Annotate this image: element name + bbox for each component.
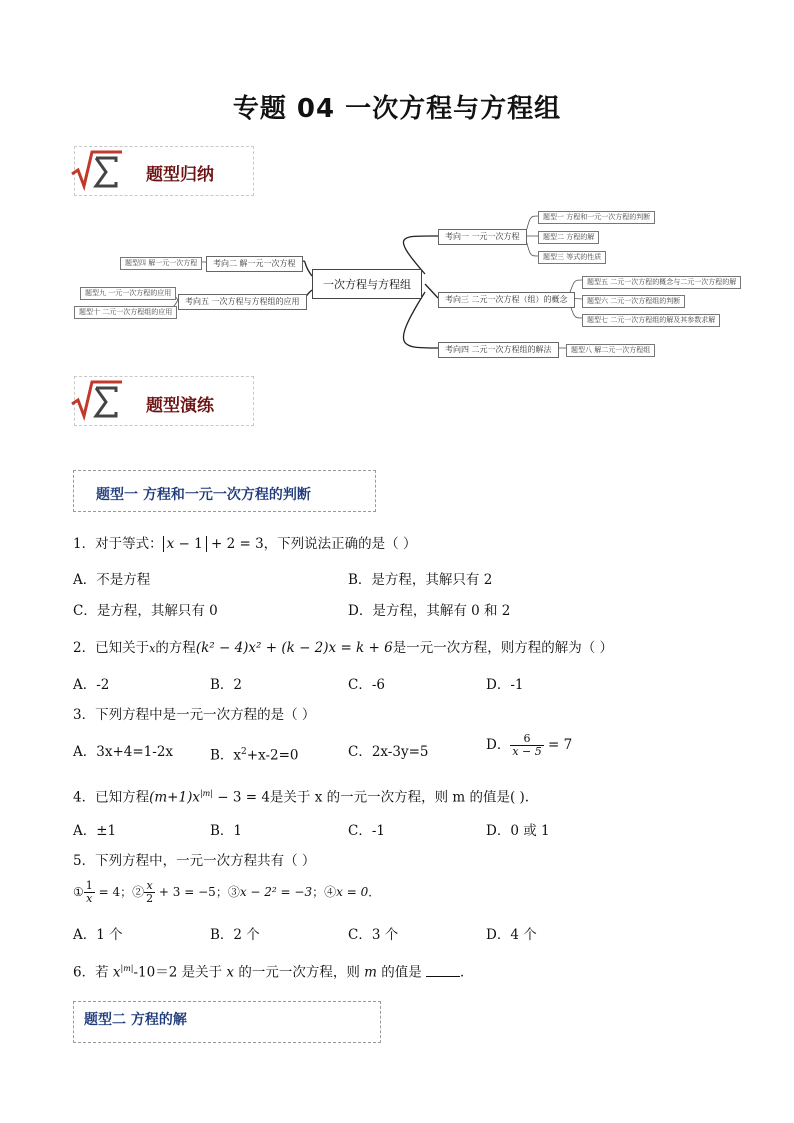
fraction-denominator: x − 5 <box>512 745 542 758</box>
mindmap-leaf: 题型三 等式的性质 <box>538 251 606 264</box>
answer-blank[interactable] <box>426 964 460 977</box>
topic-label: 题型二 方程的解 <box>84 1012 187 1028</box>
mindmap-branch-kaoxiang-3: 考向三 二元一次方程（组）的概念 <box>438 292 575 308</box>
option-d <box>486 733 572 758</box>
question-1 <box>73 535 416 553</box>
option-b: B．1 <box>210 823 243 839</box>
superscript: 2 <box>241 747 247 757</box>
option-d: D．是方程，其解有 0 和 2 <box>348 603 511 619</box>
math-equation: x − 2² = −3 <box>239 885 313 899</box>
math-equation: (m+1)x <box>149 789 200 806</box>
option-c: C．3 个 <box>348 927 399 943</box>
option-a: A．1 个 <box>73 927 123 943</box>
mindmap-leaf: 题型五 二元一次方程的概念与二元一次方程的解 <box>582 276 741 289</box>
page-title: 专题 04 一次方程与方程组 <box>232 94 562 124</box>
question-text: 2．已知关于 <box>73 640 150 656</box>
question-5-items <box>73 880 380 905</box>
option-a: A．不是方程 <box>73 572 151 588</box>
option-text: = 7 <box>543 737 573 753</box>
question-text: 4．已知方程 <box>73 789 150 806</box>
option-c: C．-1 <box>348 823 385 839</box>
superscript: |m| <box>120 964 134 973</box>
question-text: 的方程 <box>155 640 196 656</box>
option-a: A．3x+4=1-2x <box>73 744 174 760</box>
section-practice-label: 题型演练 <box>146 396 214 416</box>
option-a: A．±1 <box>73 823 117 839</box>
sqrt-sigma-icon <box>70 376 124 424</box>
circled-number: ；④ <box>312 885 337 899</box>
math-var: x <box>166 536 175 552</box>
option-b <box>210 743 299 765</box>
math-equation: x = 0 <box>336 885 369 899</box>
math-var: x <box>112 964 121 981</box>
question-2 <box>73 639 613 658</box>
mindmap-leaf: 题型一 方程和一元一次方程的判断 <box>538 211 655 224</box>
question-3: 3．下列方程中是一元一次方程的是（ ） <box>73 707 316 723</box>
sqrt-sigma-icon <box>70 146 124 194</box>
circled-number: ；③ <box>215 885 240 899</box>
mindmap-branch-kaoxiang-2: 考向二 解一元一次方程 <box>206 256 303 272</box>
math-var: x <box>149 642 156 655</box>
option-d: D．0 或 1 <box>486 823 550 839</box>
option-b: B．是方程，其解只有 2 <box>348 572 493 588</box>
fraction-denominator: x <box>86 892 93 905</box>
mindmap-leaf: 题型六 二元一次方程组的判断 <box>582 295 685 308</box>
option-text: D． <box>486 737 511 753</box>
math-equation: (k² − 4)x² + (k − 2)x = k + 6 <box>195 640 393 656</box>
option-c: C．是方程，其解只有 0 <box>73 603 218 619</box>
circled-number: ① <box>73 885 84 899</box>
math-text: = 4 <box>94 885 121 899</box>
mindmap-leaf: 题型八 解二元一次方程组 <box>566 344 655 357</box>
mindmap-leaf: 题型十 二元一次方程组的应用 <box>74 306 177 319</box>
option-text: B．x <box>210 747 242 764</box>
question-text: 的值是 <box>376 964 422 981</box>
question-text: 的一元一次方程，则 <box>234 964 365 981</box>
option-text: +x-2=0 <box>246 747 299 764</box>
option-c: C．-6 <box>348 677 385 693</box>
question-text: 是关于 x 的一元一次方程，则 m 的值是( ). <box>269 789 530 806</box>
question-4 <box>73 785 529 807</box>
math-text: − 3 = 4 <box>212 789 270 806</box>
mindmap-branch-kaoxiang-1: 考向一 一元一次方程 <box>438 229 527 245</box>
question-text: -10＝2 是关于 <box>133 964 227 981</box>
math-var: m <box>364 964 377 981</box>
mindmap-branch-kaoxiang-4: 考向四 二元一次方程组的解法 <box>438 342 559 358</box>
math-text: + 3 = −5 <box>155 885 216 899</box>
math-text: + 2 = 3 <box>206 536 264 552</box>
mindmap-leaf: 题型九 一元一次方程的应用 <box>80 287 176 300</box>
math-var: x <box>226 964 235 981</box>
option-c: C．2x-3y=5 <box>348 744 429 760</box>
circled-number: ；② <box>120 885 145 899</box>
mindmap-center-node: 一次方程与方程组 <box>312 269 422 299</box>
mindmap-leaf: 题型七 二元一次方程组的解及其参数求解 <box>582 314 720 327</box>
fraction-numerator: x <box>144 880 155 893</box>
punctuation: ． <box>460 964 474 981</box>
math-text: − 1 <box>174 536 203 552</box>
question-text: 1．对于等式： <box>73 536 163 552</box>
question-text: ，下列说法正确的是（ ） <box>263 536 417 552</box>
topic-label: 题型一 方程和一元一次方程的判断 <box>96 487 311 503</box>
superscript: |m| <box>199 789 213 798</box>
question-text: 6．若 <box>73 964 113 981</box>
punctuation: ． <box>368 885 381 899</box>
mindmap-leaf: 题型四 解一元一次方程 <box>120 257 202 270</box>
fraction-numerator: 6 <box>510 733 543 746</box>
option-d: D．-1 <box>486 677 524 693</box>
question-6 <box>73 960 474 982</box>
mindmap-leaf: 题型二 方程的解 <box>538 231 599 244</box>
option-b: B．2 个 <box>210 927 260 943</box>
question-text: 是一元一次方程，则方程的解为（ ） <box>392 640 614 656</box>
option-d: D．4 个 <box>486 927 537 943</box>
option-a: A．-2 <box>73 677 110 693</box>
question-5: 5．下列方程中，一元一次方程共有（ ） <box>73 853 316 869</box>
mindmap-branch-kaoxiang-5: 考向五 一次方程与方程组的应用 <box>178 294 307 310</box>
fraction-numerator: 1 <box>85 879 93 892</box>
option-b: B．2 <box>210 677 243 693</box>
section-induction-label: 题型归纳 <box>146 165 214 185</box>
fraction-denominator: 2 <box>146 892 154 905</box>
